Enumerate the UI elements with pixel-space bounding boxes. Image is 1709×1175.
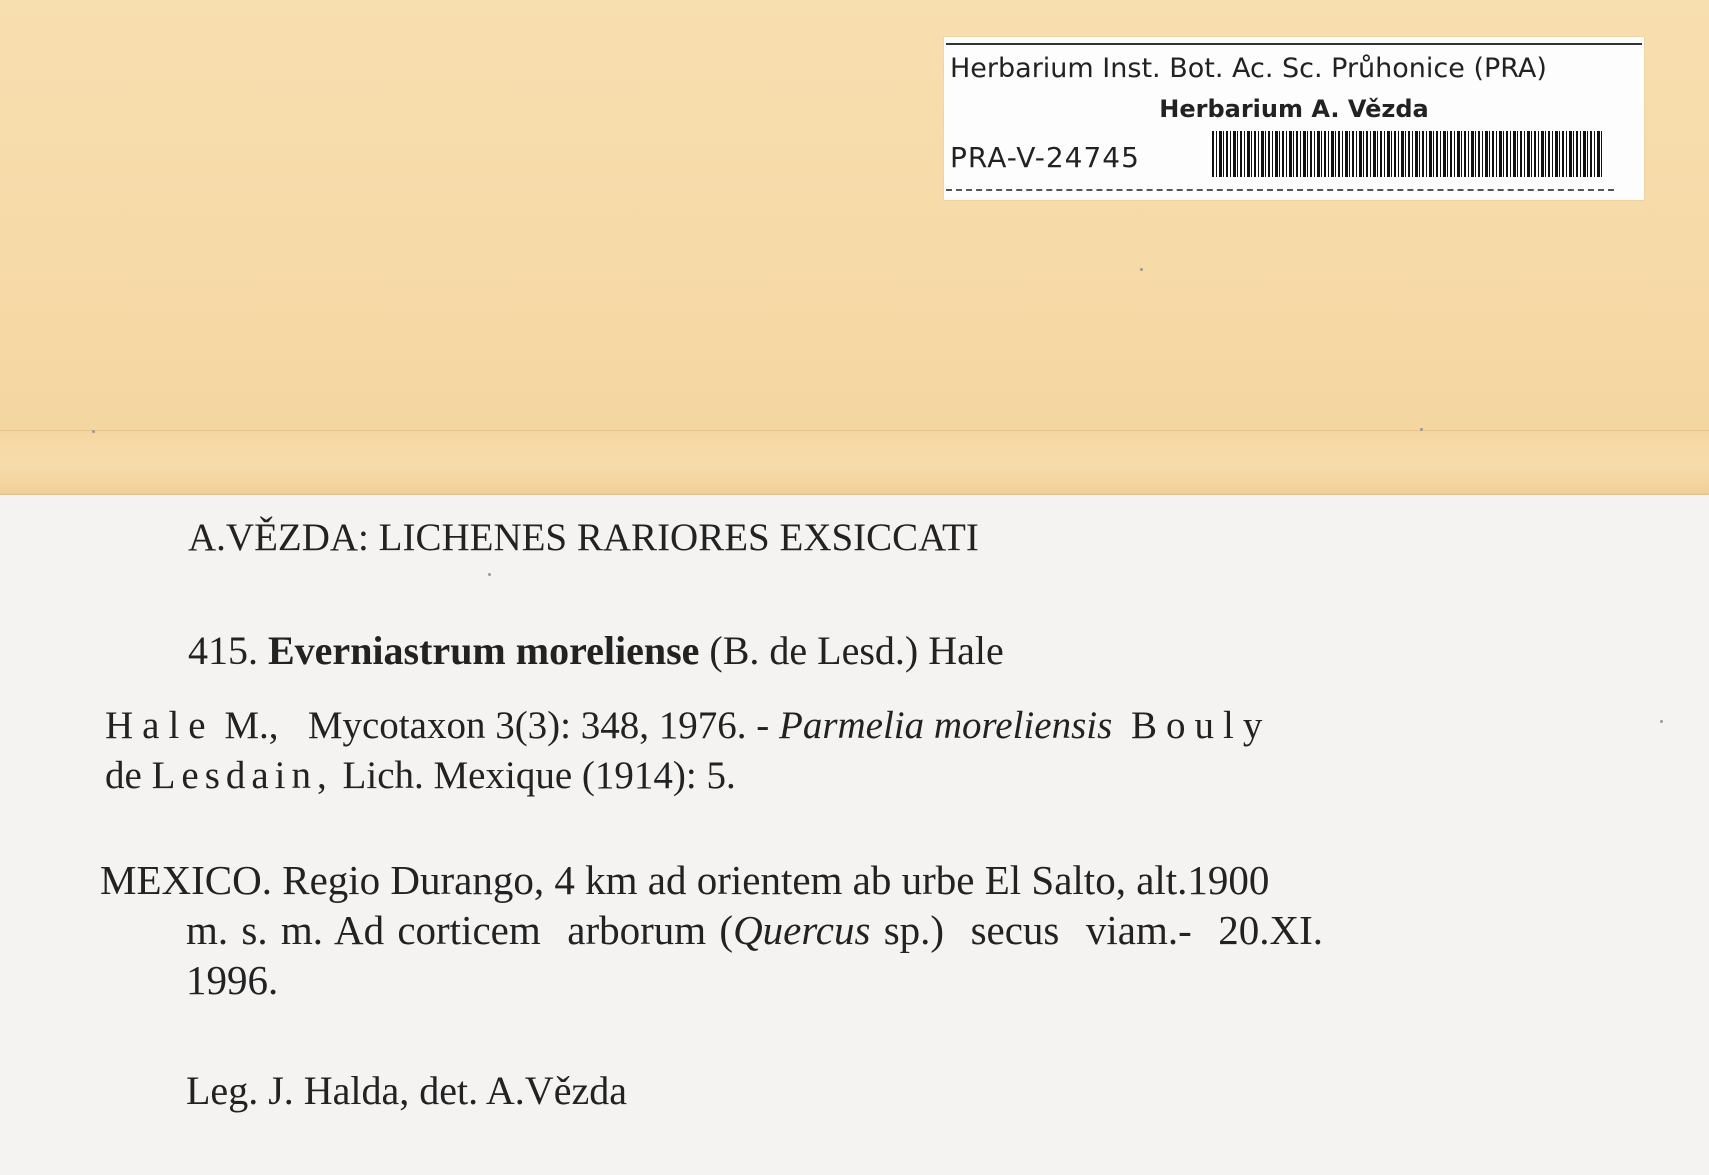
exsiccata-number: 415. bbox=[188, 628, 258, 673]
basionym-name: Parmelia moreliensis bbox=[779, 704, 1113, 747]
basionym-author-surname: Lesdain, bbox=[151, 754, 333, 797]
reference-line-1 bbox=[105, 703, 1271, 748]
herbarium-collection: Herbarium A. Vězda bbox=[1159, 95, 1429, 123]
herbarium-label bbox=[944, 37, 1644, 200]
host-genus: Quercus bbox=[733, 907, 871, 953]
specimen-code: PRA-V-24745 bbox=[950, 141, 1140, 174]
locality-substrate: m. s. m. Ad corticem arborum ( bbox=[186, 907, 734, 953]
exsiccata-label-card bbox=[0, 495, 1709, 1175]
basionym-citation: Lich. Mexique (1914): 5. bbox=[332, 754, 736, 797]
label-dashed-rule bbox=[946, 189, 1614, 191]
series-title: A.VĚZDA: LICHENES RARIORES EXSICCATI bbox=[188, 516, 979, 559]
envelope-background bbox=[0, 0, 1709, 495]
paper-speck bbox=[488, 573, 491, 576]
label-rule bbox=[946, 43, 1642, 45]
reference-author-initial: M., bbox=[214, 704, 279, 747]
reference-citation: Mycotaxon 3(3): 348, 1976. - bbox=[278, 704, 779, 747]
paper-speck bbox=[1660, 720, 1663, 723]
paper-speck bbox=[1420, 428, 1423, 431]
basionym-author: Bouly bbox=[1112, 704, 1272, 747]
basionym-author-prefix: de bbox=[105, 754, 152, 797]
reference-line-2 bbox=[105, 753, 736, 798]
paper-speck bbox=[1140, 268, 1143, 271]
species-heading bbox=[188, 627, 1004, 674]
species-authority: (B. de Lesd.) Hale bbox=[709, 628, 1004, 673]
envelope-fold bbox=[0, 430, 1709, 493]
reference-author: Hale bbox=[105, 704, 215, 747]
herbarium-institution: Herbarium Inst. Bot. Ac. Sc. Průhonice (PRA) bbox=[950, 53, 1547, 84]
locality-year: 1996. bbox=[186, 957, 279, 1003]
paper-speck bbox=[92, 430, 95, 433]
locality-line-2 bbox=[186, 906, 1323, 954]
barcode-icon bbox=[1212, 131, 1604, 177]
collector-line: Leg. J. Halda, det. A.Vězda bbox=[186, 1068, 627, 1113]
locality-line-1: MEXICO. Regio Durango, 4 km ad orientem ab urbe El Salto, alt.1900 bbox=[100, 857, 1270, 903]
locality-date: sp.) secus viam.- 20.XI. bbox=[870, 907, 1324, 953]
species-name: Everniastrum moreliense bbox=[268, 628, 700, 673]
